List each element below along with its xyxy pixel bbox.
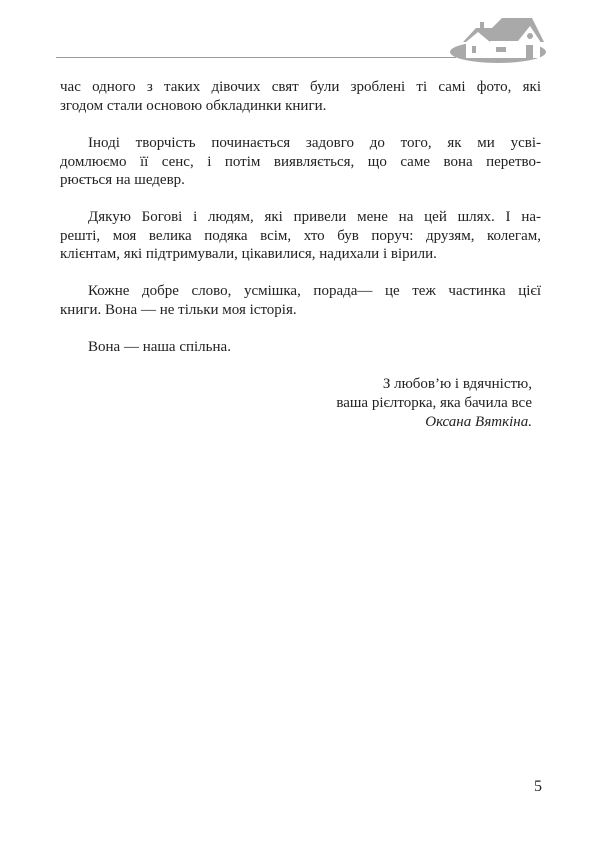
text-line: клієнтам, які підтримували, цікавилися, надихали і вірили. [60,246,437,262]
signature-closing: З любов’ю і вдячністю, [382,376,532,392]
text-line: домлюємо її сенс, і потім виявляється, що саме вона перетво- [60,154,541,170]
signature-description: ваша рієлторка, яка бачила все [336,395,532,411]
text-line: рюється на шедевр. [60,172,185,188]
signature-name: Оксана Вяткіна. [425,414,532,430]
header-rule [56,57,456,58]
house-icon [448,14,548,64]
page-number: 5 [534,778,542,795]
text-line: Дякую Богові і людям, які привели мене на цей шлях. І на- [88,209,541,225]
text-line: Кожне добре слово, усмішка, порада— це теж частинка цієї [88,283,541,299]
text-line: час одного з таких дівочих свят були зроблені ті самі фото, які [60,79,541,95]
text-line: книги. Вона — не тільки моя історія. [60,302,297,318]
text-line: решті, моя велика подяка всім, хто був поруч: друзям, колегам, [60,228,541,244]
text-line: Іноді творчість починається задовго до того, як ми усві- [88,135,541,151]
text-line: згодом стали основою обкладинки книги. [60,98,327,114]
text-line: Вона — наша спільна. [88,339,231,355]
